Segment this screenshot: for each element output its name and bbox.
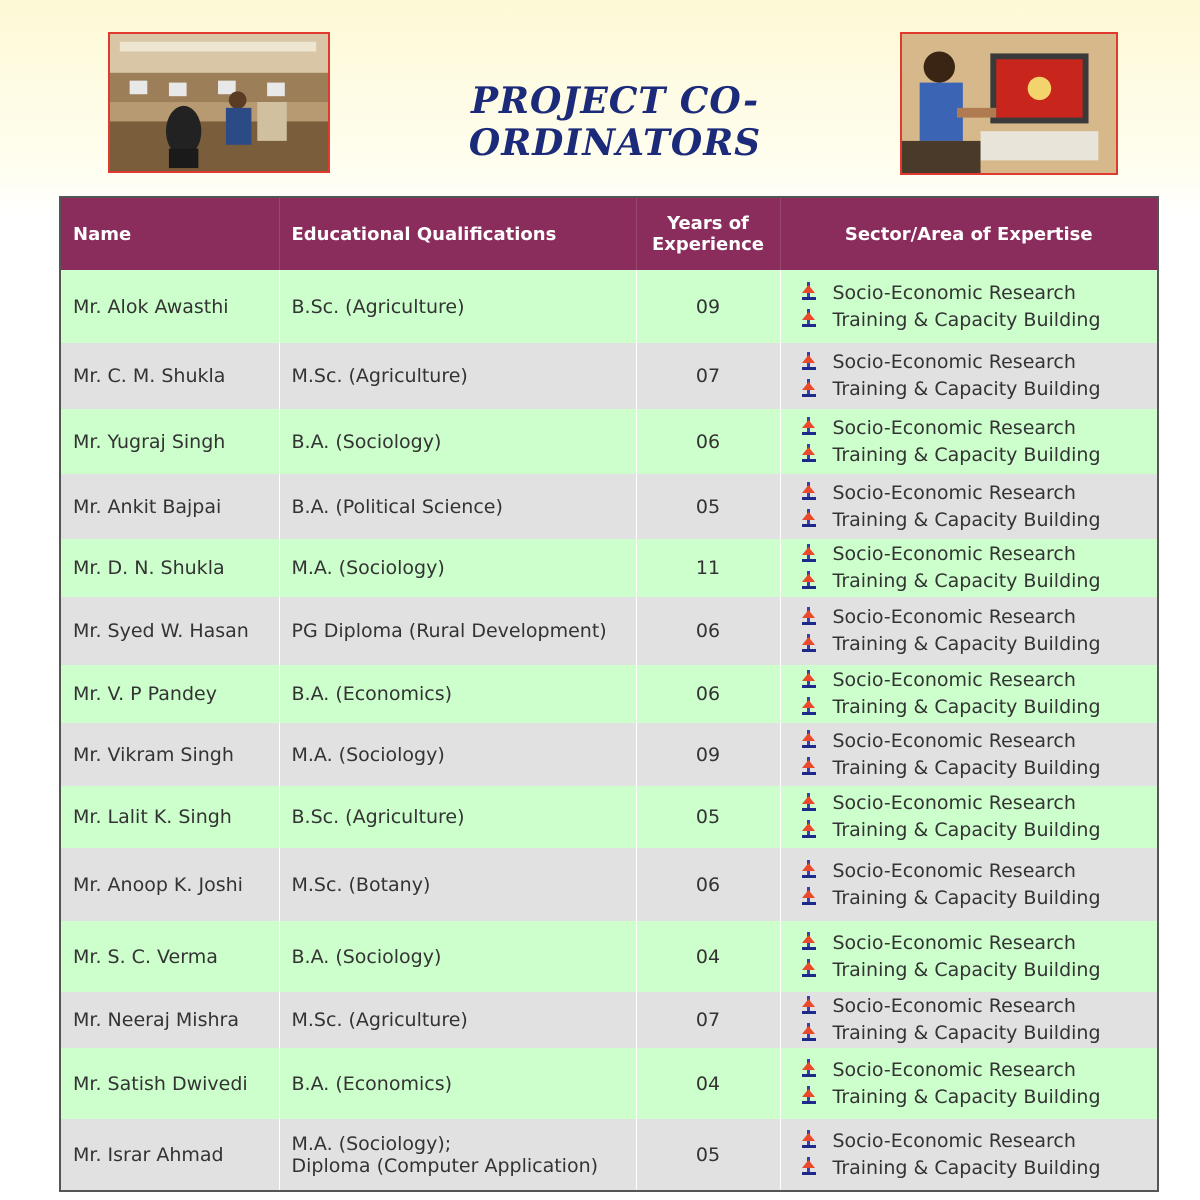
expertise-label: Socio-Economic Research bbox=[832, 1129, 1076, 1152]
arrow-bullet-icon bbox=[801, 570, 817, 590]
cell-expertise bbox=[780, 1119, 1158, 1191]
header-name: Name bbox=[60, 197, 279, 270]
cell-name: Mr. Syed W. Hasan bbox=[60, 597, 279, 665]
table-row bbox=[60, 539, 1158, 597]
cell-qualification bbox=[279, 409, 636, 474]
expertise-item bbox=[801, 507, 1158, 534]
qualification-line: B.Sc. (Agriculture) bbox=[291, 806, 465, 828]
expertise-item bbox=[801, 858, 1158, 885]
arrow-bullet-icon bbox=[801, 281, 817, 301]
expertise-label: Socio-Economic Research bbox=[832, 995, 1076, 1017]
expertise-item bbox=[801, 694, 1158, 721]
table-row bbox=[60, 474, 1158, 539]
cell-name: Mr. Anoop K. Joshi bbox=[60, 848, 279, 921]
table-header-row bbox=[60, 197, 1158, 270]
arrow-bullet-icon bbox=[801, 859, 817, 879]
cell-expertise bbox=[780, 474, 1158, 539]
expertise-label: Socio-Economic Research bbox=[832, 792, 1076, 814]
cell-years: 09 bbox=[636, 723, 780, 786]
qualification-line: M.Sc. (Botany) bbox=[291, 873, 431, 896]
expertise-item bbox=[801, 415, 1158, 442]
expertise-item bbox=[801, 1020, 1158, 1047]
qualification-line: M.A. (Sociology); bbox=[291, 1132, 452, 1155]
arrow-bullet-icon bbox=[801, 1085, 817, 1105]
cell-name: Mr. Israr Ahmad bbox=[60, 1119, 279, 1191]
cell-name: Mr. Lalit K. Singh bbox=[60, 786, 279, 848]
expertise-item bbox=[801, 885, 1158, 912]
expertise-label: Training & Capacity Building bbox=[832, 1022, 1101, 1044]
cell-name: Mr. Alok Awasthi bbox=[60, 270, 279, 343]
cell-expertise bbox=[780, 921, 1158, 992]
expertise-item bbox=[801, 604, 1158, 631]
cell-qualification bbox=[279, 665, 636, 723]
cell-name: Mr. Satish Dwivedi bbox=[60, 1048, 279, 1119]
cell-expertise bbox=[780, 539, 1158, 597]
expertise-label: Socio-Economic Research bbox=[832, 416, 1076, 439]
cell-name: Mr. C. M. Shukla bbox=[60, 343, 279, 409]
table-row bbox=[60, 848, 1158, 921]
cell-years: 09 bbox=[636, 270, 780, 343]
expertise-label: Training & Capacity Building bbox=[832, 1156, 1101, 1179]
arrow-bullet-icon bbox=[801, 508, 817, 528]
qualification-line: B.A. (Economics) bbox=[291, 1072, 453, 1095]
arrow-bullet-icon bbox=[801, 443, 817, 463]
table-row bbox=[60, 992, 1158, 1048]
expertise-label: Training & Capacity Building bbox=[832, 756, 1101, 779]
expertise-label: Training & Capacity Building bbox=[832, 508, 1101, 531]
expertise-item bbox=[801, 568, 1158, 595]
arrow-bullet-icon bbox=[801, 606, 817, 626]
expertise-item bbox=[801, 728, 1158, 755]
office-photo-left bbox=[108, 32, 330, 173]
table-body bbox=[60, 270, 1158, 1191]
arrow-bullet-icon bbox=[801, 931, 817, 951]
arrow-bullet-icon bbox=[801, 756, 817, 776]
cell-expertise bbox=[780, 992, 1158, 1048]
qualification-line: PG Diploma (Rural Development) bbox=[291, 620, 607, 642]
expertise-item bbox=[801, 541, 1158, 568]
arrow-bullet-icon bbox=[801, 481, 817, 501]
cell-qualification bbox=[279, 539, 636, 597]
expertise-label: Socio-Economic Research bbox=[832, 351, 1076, 373]
header-years bbox=[636, 197, 780, 270]
cell-qualification bbox=[279, 921, 636, 992]
expertise-item bbox=[801, 957, 1158, 984]
cell-qualification bbox=[279, 992, 636, 1048]
cell-qualification bbox=[279, 1119, 636, 1191]
table-row bbox=[60, 409, 1158, 474]
cell-expertise bbox=[780, 786, 1158, 848]
expertise-item bbox=[801, 993, 1158, 1020]
expertise-item bbox=[801, 480, 1158, 507]
expertise-item bbox=[801, 1155, 1158, 1182]
arrow-bullet-icon bbox=[801, 416, 817, 436]
expertise-label: Socio-Economic Research bbox=[832, 281, 1076, 304]
cell-years: 05 bbox=[636, 786, 780, 848]
expertise-item bbox=[801, 376, 1158, 403]
expertise-item bbox=[801, 1084, 1158, 1111]
header-years-line1: Years of bbox=[667, 213, 749, 234]
expertise-item bbox=[801, 1057, 1158, 1084]
coordinators-table bbox=[59, 196, 1159, 1192]
cell-years: 05 bbox=[636, 474, 780, 539]
cell-years: 06 bbox=[636, 665, 780, 723]
expertise-label: Training & Capacity Building bbox=[832, 308, 1101, 331]
qualification-line: B.A. (Economics) bbox=[291, 683, 453, 705]
expertise-item bbox=[801, 442, 1158, 469]
cell-name: Mr. D. N. Shukla bbox=[60, 539, 279, 597]
cell-years: 06 bbox=[636, 409, 780, 474]
arrow-bullet-icon bbox=[801, 1129, 817, 1149]
table-row bbox=[60, 786, 1158, 848]
arrow-bullet-icon bbox=[801, 308, 817, 328]
expertise-item bbox=[801, 817, 1158, 844]
arrow-bullet-icon bbox=[801, 995, 817, 1015]
table-row bbox=[60, 597, 1158, 665]
expertise-item bbox=[801, 930, 1158, 957]
cell-expertise bbox=[780, 1048, 1158, 1119]
expertise-item bbox=[801, 631, 1158, 658]
qualification-line: M.Sc. (Agriculture) bbox=[291, 365, 468, 387]
expertise-label: Socio-Economic Research bbox=[832, 543, 1076, 565]
cell-years: 06 bbox=[636, 848, 780, 921]
cell-expertise bbox=[780, 848, 1158, 921]
qualification-line: M.Sc. (Agriculture) bbox=[291, 1009, 468, 1031]
expertise-item bbox=[801, 667, 1158, 694]
qualification-line: B.Sc. (Agriculture) bbox=[291, 295, 465, 318]
expertise-label: Training & Capacity Building bbox=[832, 570, 1101, 592]
cell-years: 11 bbox=[636, 539, 780, 597]
cell-years: 07 bbox=[636, 343, 780, 409]
cell-qualification bbox=[279, 848, 636, 921]
qualification-line: B.A. (Sociology) bbox=[291, 945, 442, 968]
expertise-label: Training & Capacity Building bbox=[832, 443, 1101, 466]
header-expertise: Sector/Area of Expertise bbox=[780, 197, 1158, 270]
arrow-bullet-icon bbox=[801, 819, 817, 839]
expertise-label: Socio-Economic Research bbox=[832, 481, 1076, 504]
expertise-label: Socio-Economic Research bbox=[832, 606, 1076, 628]
cell-expertise bbox=[780, 409, 1158, 474]
cell-name: Mr. V. P Pandey bbox=[60, 665, 279, 723]
expertise-label: Training & Capacity Building bbox=[832, 696, 1101, 718]
cell-name: Mr. Neeraj Mishra bbox=[60, 992, 279, 1048]
expertise-label: Socio-Economic Research bbox=[832, 669, 1076, 691]
qualification-line: Diploma (Computer Application) bbox=[291, 1154, 599, 1177]
arrow-bullet-icon bbox=[801, 886, 817, 906]
expertise-item bbox=[801, 349, 1158, 376]
qualification-line: B.A. (Sociology) bbox=[291, 430, 442, 453]
arrow-bullet-icon bbox=[801, 378, 817, 398]
table-row bbox=[60, 343, 1158, 409]
cell-qualification bbox=[279, 343, 636, 409]
table-row bbox=[60, 723, 1158, 786]
qualification-line: B.A. (Political Science) bbox=[291, 495, 503, 518]
cell-qualification bbox=[279, 1048, 636, 1119]
arrow-bullet-icon bbox=[801, 1022, 817, 1042]
cell-years: 04 bbox=[636, 1048, 780, 1119]
cell-years: 04 bbox=[636, 921, 780, 992]
cell-expertise bbox=[780, 597, 1158, 665]
page-title: PROJECT CO-ORDINATORS bbox=[468, 80, 762, 164]
cell-expertise bbox=[780, 665, 1158, 723]
expertise-label: Training & Capacity Building bbox=[832, 886, 1101, 909]
cell-years: 05 bbox=[636, 1119, 780, 1191]
arrow-bullet-icon bbox=[801, 696, 817, 716]
cell-qualification bbox=[279, 786, 636, 848]
expertise-label: Training & Capacity Building bbox=[832, 633, 1101, 655]
table-row bbox=[60, 921, 1158, 992]
cell-qualification bbox=[279, 723, 636, 786]
arrow-bullet-icon bbox=[801, 633, 817, 653]
cell-name: Mr. S. C. Verma bbox=[60, 921, 279, 992]
cell-name: Mr. Yugraj Singh bbox=[60, 409, 279, 474]
qualification-line: M.A. (Sociology) bbox=[291, 557, 445, 579]
cell-expertise bbox=[780, 343, 1158, 409]
expertise-label: Training & Capacity Building bbox=[832, 958, 1101, 981]
cell-qualification bbox=[279, 474, 636, 539]
expertise-label: Socio-Economic Research bbox=[832, 729, 1076, 752]
table-row bbox=[60, 665, 1158, 723]
cell-name: Mr. Vikram Singh bbox=[60, 723, 279, 786]
header-qualification: Educational Qualifications bbox=[279, 197, 636, 270]
expertise-item bbox=[801, 307, 1158, 334]
expertise-item bbox=[801, 755, 1158, 782]
expertise-label: Training & Capacity Building bbox=[832, 819, 1101, 841]
table-row bbox=[60, 1119, 1158, 1191]
arrow-bullet-icon bbox=[801, 669, 817, 689]
arrow-bullet-icon bbox=[801, 1058, 817, 1078]
table-row bbox=[60, 1048, 1158, 1119]
cell-years: 06 bbox=[636, 597, 780, 665]
office-photo-right bbox=[900, 32, 1118, 175]
arrow-bullet-icon bbox=[801, 543, 817, 563]
arrow-bullet-icon bbox=[801, 1156, 817, 1176]
header-years-line2: Experience bbox=[652, 234, 764, 255]
expertise-item bbox=[801, 790, 1158, 817]
expertise-label: Socio-Economic Research bbox=[832, 931, 1076, 954]
arrow-bullet-icon bbox=[801, 958, 817, 978]
arrow-bullet-icon bbox=[801, 792, 817, 812]
expertise-label: Training & Capacity Building bbox=[832, 1085, 1101, 1108]
arrow-bullet-icon bbox=[801, 351, 817, 371]
expertise-label: Socio-Economic Research bbox=[832, 859, 1076, 882]
cell-years: 07 bbox=[636, 992, 780, 1048]
cell-expertise bbox=[780, 723, 1158, 786]
table-row bbox=[60, 270, 1158, 343]
expertise-label: Training & Capacity Building bbox=[832, 378, 1101, 400]
expertise-label: Socio-Economic Research bbox=[832, 1058, 1076, 1081]
arrow-bullet-icon bbox=[801, 729, 817, 749]
expertise-item bbox=[801, 1128, 1158, 1155]
expertise-item bbox=[801, 280, 1158, 307]
qualification-line: M.A. (Sociology) bbox=[291, 743, 445, 766]
cell-qualification bbox=[279, 270, 636, 343]
cell-name: Mr. Ankit Bajpai bbox=[60, 474, 279, 539]
cell-expertise bbox=[780, 270, 1158, 343]
cell-qualification bbox=[279, 597, 636, 665]
